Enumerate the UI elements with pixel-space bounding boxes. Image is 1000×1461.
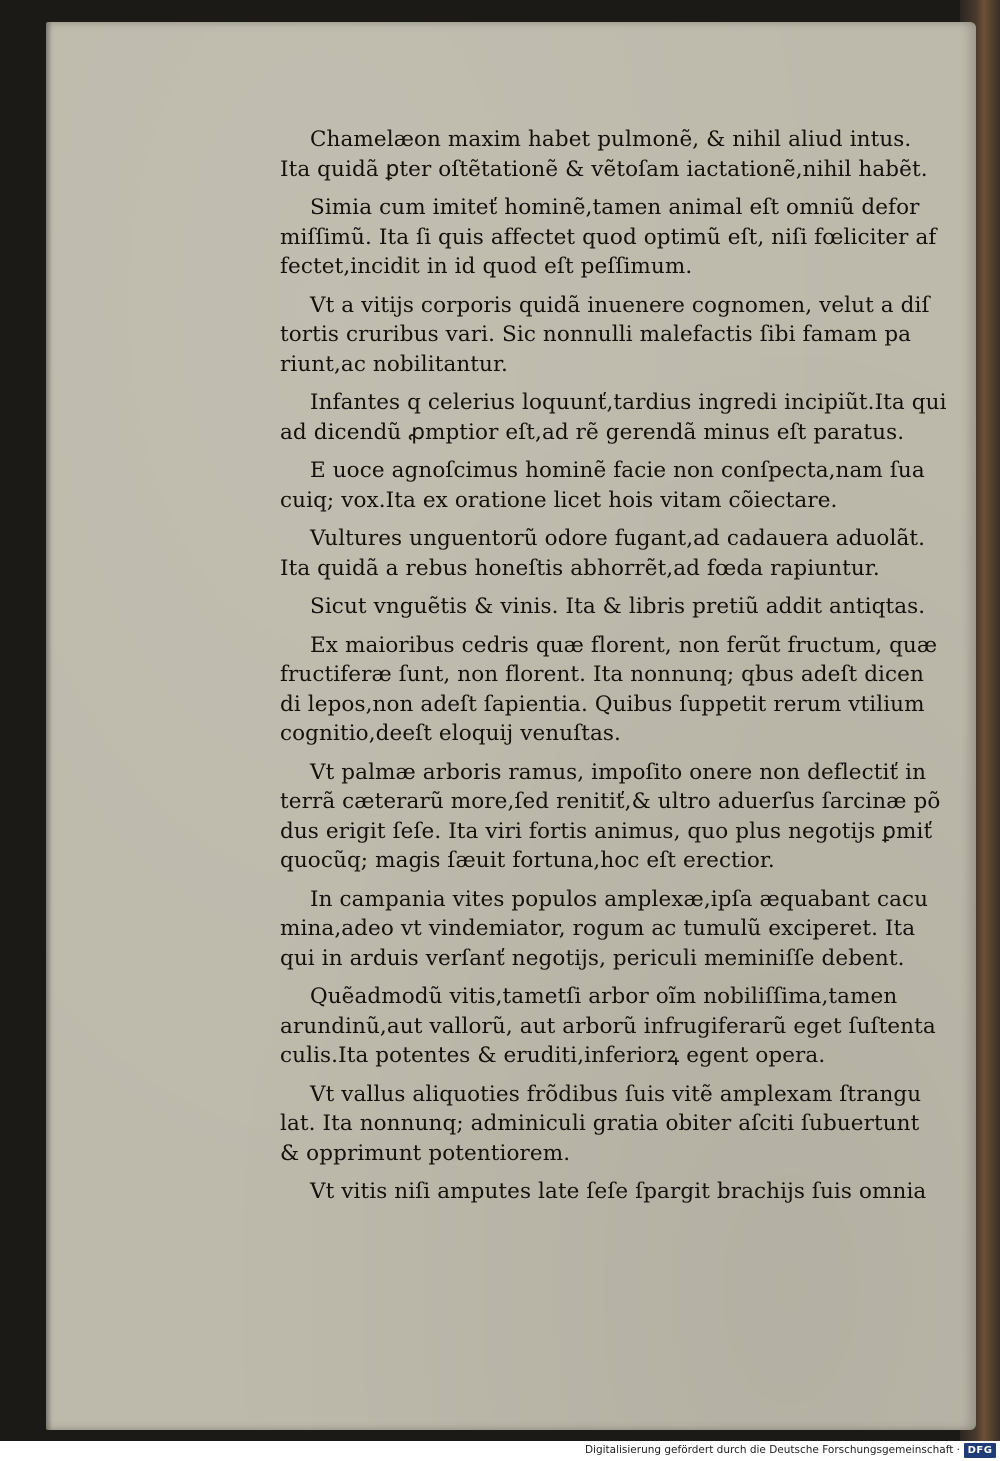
paragraph [280,592,940,622]
text-line: & opprimunt potentiorem. [280,1140,571,1166]
text-line: fructiferæ ſunt, non florent. Ita nonnunq; qbus adeſt dicen [280,662,924,687]
text-line: In campania vites populos amplexæ,ipſa æquabant cacu [310,886,929,912]
text-line: fectet,incidit in id quod eſt peſſimum. [280,254,693,279]
text-line: culis.Ita potentes & eruditi,inferiorꝝ egent opera. [280,1043,826,1068]
dfg-logo-icon: DFG [964,1443,996,1458]
text-line: arundinũ,aut vallorũ, aut arborũ infrugiferarũ eget ſuſtenta [280,1013,936,1039]
text-line: Vt vitis niſi amputes late ſeſe ſpargit brachijs ſuis omnia [310,1179,927,1204]
text-line: dus erigit ſeſe. Ita viri fortis animus, quo plus negotijs ꝑmiť [280,818,933,844]
text-line: riunt,ac nobilitantur. [280,351,508,377]
text-line: tortis cruribus vari. Sic nonnulli malefactis ſibi famam pa [280,322,912,347]
text-line: Infantes q celerius loquunť,tardius ingredi incipiũt.Ita qui [310,390,947,415]
page-gutter-shadow [46,22,52,1430]
text-line: Ita quidã ꝑter oſtẽtationẽ & vẽtoſam iactationẽ,nihil habẽt. [280,156,928,182]
text-line: Vultures unguentorũ odore fugant,ad cadauera aduolãt. [310,526,926,551]
footer-bar [0,1441,1000,1461]
text-line: terrã cæterarũ more,ſed renitiť,& ultro aduerſus ſarcinæ põ [280,789,941,814]
text-line: miſſimũ. Ita ſi quis affectet quod optimũ eſt, niſi fœliciter af [280,224,937,250]
paragraph [280,1177,940,1207]
text-line: Vt palmæ arboris ramus, impoſito onere non deflectiť in [310,759,927,785]
text-line: Vt vallus aliquoties frõdibus ſuis vitẽ amplexam ſtrangu [310,1081,922,1107]
text-line: qui in arduis verſanť negotijs, periculi meminiſſe debent. [280,945,905,971]
text-line: mina,adeo vt vindemiator, rogum ac tumulũ exciperet. Ita [280,916,916,941]
text-line: Sicut vnguẽtis & vinis. Ita & libris pretiũ addit antiqtas. [310,594,926,619]
text-line: quocũq; magis ſæuit fortuna,hoc eſt erectior. [280,848,775,873]
paragraph [280,885,940,974]
text-line: Chamelæon maxim habet pulmonẽ, & nihil aliud intus. [310,127,912,152]
text-line: Ex maioribus cedris quæ florent, non ferũt fructum, quæ [310,632,938,658]
text-line: di lepos,non adeſt ſapientia. Quibus ſuppetit rerum vtilium [280,691,925,717]
paragraph [280,524,940,583]
text-line: E uoce agnoſcimus hominẽ facie non conſpecta,nam ſua [310,458,925,483]
text-line: lat. Ita nonnunq; adminiculi gratia obiter aſciti ſubuertunt [280,1111,920,1136]
paragraph [280,631,940,749]
paragraph [280,125,940,184]
text-line: Vt a vitijs corporis quidã inuenere cognomen, velut a diſ [310,292,930,318]
paragraph [280,388,947,447]
paragraph [280,291,940,380]
paragraph [280,982,940,1071]
paragraph [280,758,940,876]
text-line: ad dicendũ ꝓmptior eſt,ad rẽ gerendã minus eſt paratus. [280,419,905,445]
digitization-credit: Digitalisierung gefördert durch die Deutsche Forschungsgemeinschaft · [584,1444,960,1456]
paragraph [280,456,940,515]
page-text-block [280,125,947,1216]
text-line: cuiq; vox.Ita ex oratione licet hois vitam cõiectare. [280,487,838,513]
text-line: Quẽadmodũ vitis,tametſi arbor oĩm nobiliſſima,tamen [310,984,898,1009]
paragraph [280,1080,940,1169]
text-line: Ita quidã a rebus honeſtis abhorrẽt,ad fœda rapiuntur. [280,555,880,581]
text-line: cognitio,deeſt eloquij venuſtas. [280,721,621,746]
text-line: Simia cum imiteť hominẽ,tamen animal eſt omniũ defor [310,195,920,220]
paragraph [280,193,940,282]
